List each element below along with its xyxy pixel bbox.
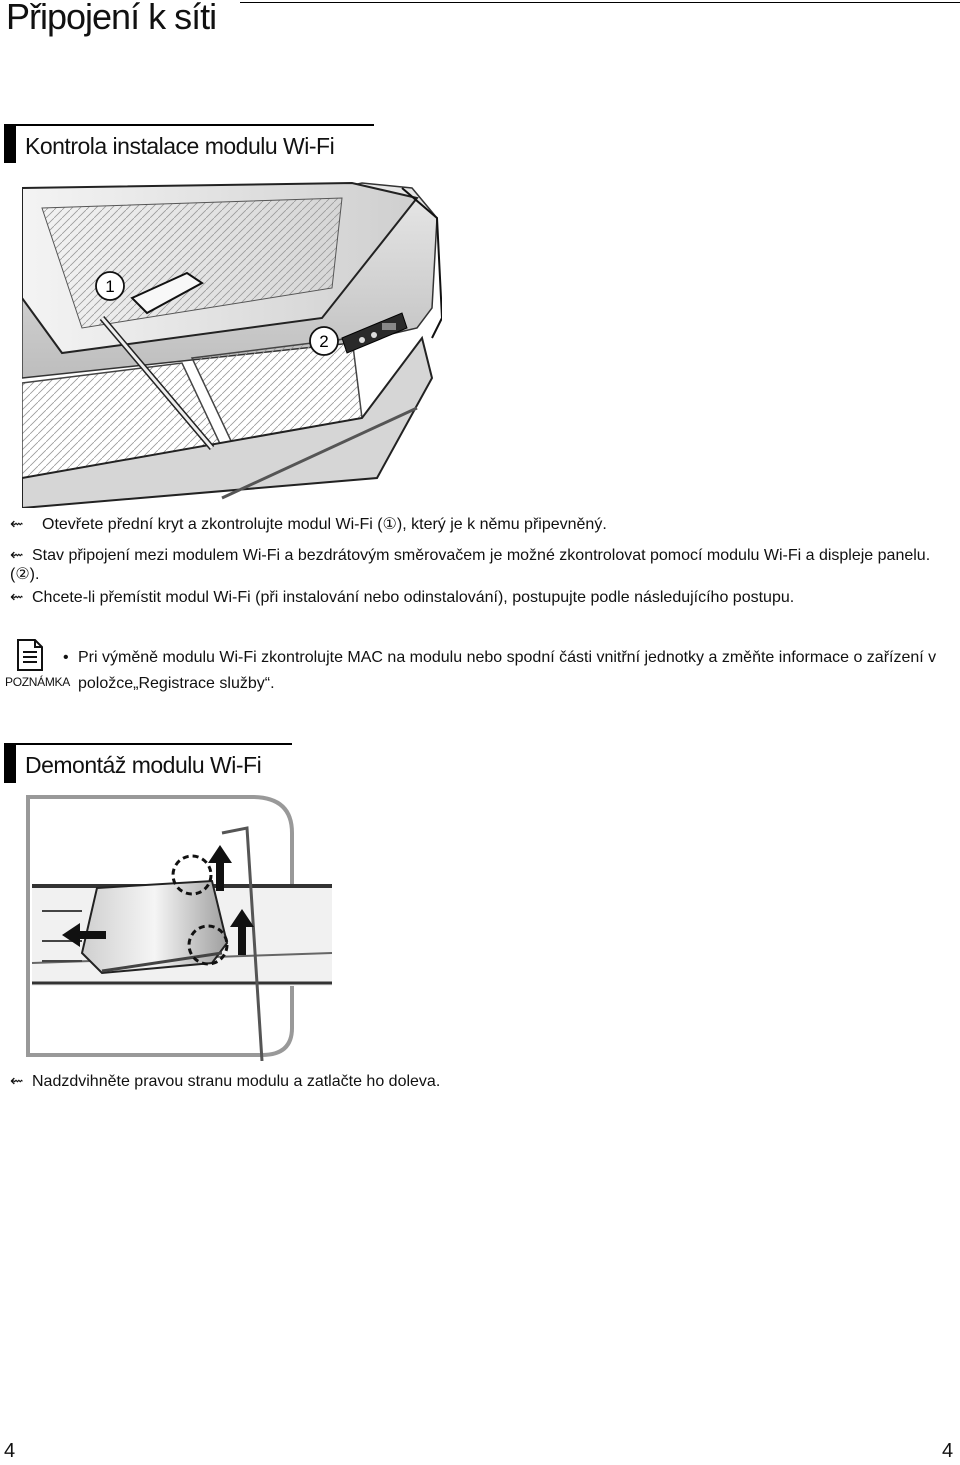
- callout-2-label: 2: [319, 332, 329, 351]
- page-title: Připojení k síti: [6, 0, 217, 37]
- arrow-left-icon: ⇜: [10, 547, 24, 564]
- indoor-unit-illustration: [22, 178, 442, 508]
- section-rule: [4, 743, 292, 745]
- bullet-text: Stav připojení mezi modulem Wi-Fi a bezdrátovým směrovačem je možné zkontrolovat pomocí modulu Wi-Fi a displeje panelu. (②).: [10, 547, 931, 583]
- title-rule: [240, 2, 960, 3]
- list-item: [10, 515, 607, 534]
- arrow-left-icon: ⇜: [10, 516, 24, 533]
- section-marker: [4, 745, 16, 783]
- page-number-right: 4: [942, 1440, 954, 1462]
- note-label: POZNÁMKA: [5, 675, 70, 689]
- list-item: [10, 1072, 440, 1091]
- note-text: • Pri výměně modulu Wi-Fi zkontrolujte MAC na modulu nebo spodní části vnitřní jednotky a změňte informace o zařízení v položce„Registrace služby“.: [63, 645, 953, 697]
- module-removal-illustration: [22, 793, 334, 1061]
- section-marker: [4, 125, 16, 163]
- list-item: [10, 546, 940, 584]
- bullet-text: Otevřete přední kryt a zkontrolujte modul Wi-Fi (①), který je k němu připevněný.: [42, 516, 607, 533]
- note-icon: [15, 638, 45, 672]
- page-number-left: 4: [4, 1440, 16, 1462]
- bullet-text: Chcete-li přemístit modul Wi-Fi (při instalování nebo odinstalování), postupujte podle následujícího postupu.: [32, 589, 795, 606]
- note-body: Pri výměně modulu Wi-Fi zkontrolujte MAC na modulu nebo spodní části vnitřní jednotky a změňte informace o zařízení v položce„Registrace služby“.: [78, 649, 937, 692]
- list-item: [10, 588, 794, 607]
- bullet-text: Nadzdvihněte pravou stranu modulu a zatlačte ho doleva.: [32, 1073, 441, 1090]
- section-title-wifi-check: Kontrola instalace modulu Wi-Fi: [25, 133, 335, 159]
- arrow-left-icon: ⇜: [10, 589, 24, 606]
- callout-1-label: 1: [105, 277, 115, 296]
- arrow-left-icon: ⇜: [10, 1073, 24, 1090]
- section-rule: [4, 124, 374, 126]
- section-title-wifi-removal: Demontáž modulu Wi-Fi: [25, 752, 262, 778]
